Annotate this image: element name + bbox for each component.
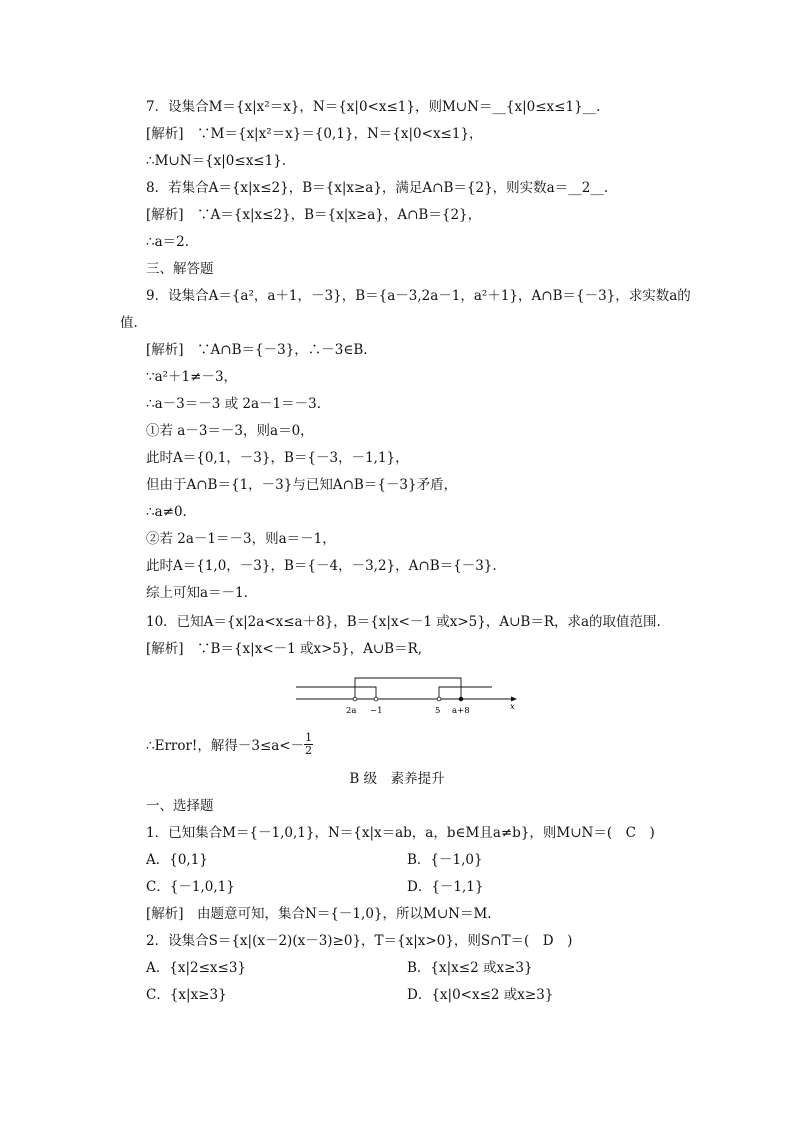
set-a-bracket: [355, 678, 461, 699]
b-q1-option-b: B．{－1,0}: [407, 852, 483, 868]
q8-analysis-1: [解析] ∵A＝{x|x≤2}，B＝{x|x≥a}，A∩B＝{2}，: [146, 207, 482, 223]
b-q2-option-c: C．{x|x≥3}: [146, 987, 227, 1003]
q7-stem: 7．设集合M＝{x|x²＝x}，N＝{x|0<x≤1}，则M∪N＝__{x|0≤x≤1}__.: [146, 99, 601, 115]
label-minus-1: −1: [370, 706, 383, 716]
fraction-denominator: 2: [305, 744, 313, 757]
q7-analysis-1: [解析] ∵M＝{x|x²＝x}＝{0,1}，N＝{x|0<x≤1}，: [146, 126, 483, 142]
q9-analysis-8: ②若 2a－1＝－3，则a＝－1，: [146, 531, 336, 547]
section-heading-3: 三、解答题: [146, 261, 214, 277]
point-2a: [353, 697, 357, 701]
number-line-diagram: [296, 672, 526, 722]
label-x: x: [510, 702, 515, 712]
fraction-one-half: [304, 732, 313, 757]
q9-analysis-7: ∴a≠0.: [146, 504, 187, 520]
label-5: 5: [435, 706, 441, 716]
q9-analysis-5: 此时A＝{0,1，－3}，B＝{－3，－1,1}，: [146, 450, 409, 466]
q8-analysis-2: ∴a＝2.: [146, 234, 190, 250]
label-a-plus-8: a+8: [452, 706, 470, 716]
section-b-heading: B 级 素养提升: [349, 771, 445, 787]
point-5: [437, 697, 441, 701]
section-heading-1: 一、选择题: [146, 798, 214, 814]
q10-analysis-1: [解析] ∵B＝{x|x<－1 或x>5}，A∪B＝R,: [146, 641, 423, 657]
q9-analysis-4: ①若 a－3＝－3，则a＝0，: [146, 423, 314, 439]
q10-result-text: ∴Error!，解得－3≤a<－: [146, 738, 305, 754]
q9-analysis-9: 此时A＝{1,0，－3}，B＝{－4，－3,2}，A∩B＝{－3}.: [146, 558, 497, 574]
q9-analysis-10: 综上可知a＝－1.: [146, 585, 248, 601]
q7-analysis-2: ∴M∪N＝{x|0≤x≤1}.: [146, 153, 287, 169]
b-q2-option-d: D．{x|0<x≤2 或x≥3}: [407, 987, 554, 1003]
b-q2-option-b: B．{x|x≤2 或x≥3}: [407, 960, 533, 976]
axis-arrow: [511, 697, 517, 702]
b-q1-option-a: A．{0,1}: [146, 852, 208, 868]
set-b-right-ray: [439, 687, 492, 699]
point-minus-1: [374, 697, 378, 701]
b-q1-option-c: C．{－1,0,1}: [146, 879, 235, 895]
b-q1-stem: 1．已知集合M＝{－1,0,1}，N＝{x|x＝ab，a，b∈M且a≠b}，则M∪N＝( C ): [146, 825, 655, 841]
q10-analysis-result: [146, 731, 313, 759]
q9-analysis-3: ∴a－3＝－3 或 2a－1＝－3.: [146, 396, 322, 412]
q9-stem-1: 9．设集合A＝{a²，a＋1，－3}，B＝{a－3,2a－1，a²＋1}，A∩B＝{－3}，求实数a的: [146, 288, 691, 304]
b-q1-option-d: D．{－1,1}: [407, 879, 484, 895]
q9-stem-2: 值.: [120, 315, 138, 331]
point-a-plus-8: [459, 697, 463, 701]
q9-analysis-1: [解析] ∵A∩B＝{－3}，∴－3∈B.: [146, 342, 368, 358]
q9-analysis-2: ∵a²＋1≠－3，: [146, 369, 238, 385]
q8-stem: 8．若集合A＝{x|x≤2}，B＝{x|x≥a}，满足A∩B＝{2}，则实数a＝__2__.: [146, 180, 609, 196]
q9-analysis-6: 但由于A∩B＝{1，－3}与已知A∩B＝{－3}矛盾，: [146, 477, 458, 493]
b-q1-analysis: [解析] 由题意可知，集合N＝{－1,0}，所以M∪N＝M.: [146, 906, 492, 922]
set-b-left-ray: [296, 687, 376, 699]
b-q2-stem: 2．设集合S＝{x|(x－2)(x－3)≥0}，T＝{x|x>0}，则S∩T＝( D ): [146, 933, 573, 949]
b-q2-option-a: A．{x|2≤x≤3}: [146, 960, 247, 976]
label-2a: 2a: [346, 706, 357, 716]
q10-stem: 10．已知A＝{x|2a<x≤a＋8}，B＝{x|x<－1 或x>5}，A∪B＝R，求a的取值范围.: [146, 614, 661, 630]
fraction-numerator: 1: [305, 731, 313, 744]
